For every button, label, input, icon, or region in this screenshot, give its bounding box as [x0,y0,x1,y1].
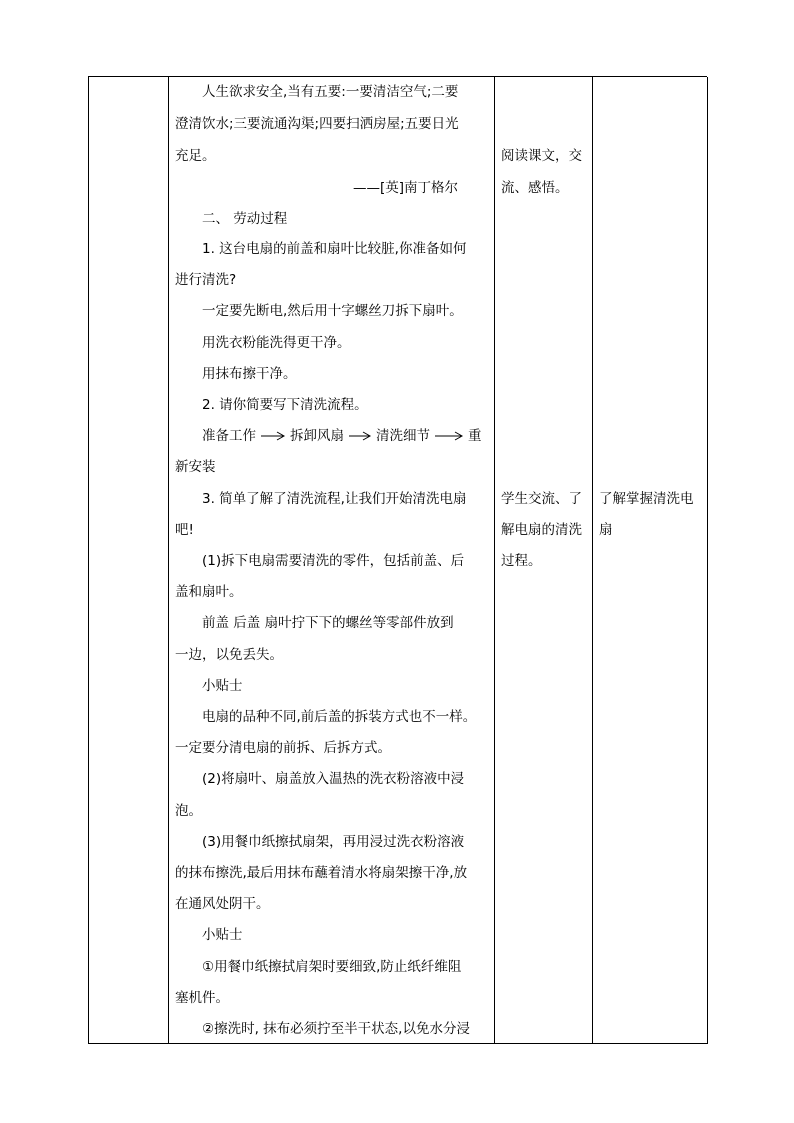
quote-line-3: 充足。 [175,148,216,164]
teaching-content-column [169,77,495,1044]
student-activity-b-line-3: 过程。 [501,553,542,569]
purpose-line-2: 扇 [599,522,613,538]
student-activity-b-line-2: 解电扇的清洗 [501,522,582,538]
step-1-line-1: (1)拆下电扇需要清洗的零件，包括前盖、后 [202,553,465,569]
question-2: 2. 请你简要写下清洗流程。 [202,397,368,413]
student-activity-a-line-1: 阅读课文，交 [501,148,582,164]
flow-step-2: 拆卸风扇 [290,428,344,444]
flow-step-4-part-1: 重 [468,428,482,444]
flow-step-1: 准备工作 [202,428,256,444]
purpose-line-1: 了解掌握清洗电 [599,491,694,507]
tip-2-line-1: ①用餐巾纸擦拭肩架时要细致,防止纸纤维阻 [202,959,462,975]
section-heading: 二、 劳动过程 [202,211,288,227]
student-activity-a-line-2: 流、感悟。 [501,180,569,196]
tip-1-line-1: 电扇的品种不同,前后盖的拆装方式也不一样。 [202,709,477,725]
step-2-line-2: 泡。 [175,803,202,819]
quote-line-2: 澄清饮水;三要流通沟渠;四要扫洒房屋;五要日光 [175,116,459,132]
step-3-line-3: 在通风处阴干。 [175,896,270,912]
step-3-line-2: 的抹布擦洗,最后用抹布蘸着清水将扇架擦干净,放 [175,865,468,881]
tip-title-2: 小贴士 [202,927,243,943]
question-3-line-2: 吧! [175,522,194,538]
student-activity-b-line-1: 学生交流、了 [501,491,582,507]
tip-title-1: 小贴士 [202,678,243,694]
question-1-line-1: 1. 这台电扇的前盖和扇叶比较脏,你准备如何 [202,241,467,257]
question-1-line-2: 进行清洗? [175,272,237,288]
quote-attribution: ——[英]南丁格尔 [352,180,458,196]
tip-1-line-2: 一定要分清电扇的前拆、后拆方式。 [175,740,391,756]
stage-column [89,77,169,1044]
answer-1: 一定要先断电,然后用十字螺丝刀拆下扇叶。 [202,303,463,319]
arrow-right-icon [260,431,286,441]
design-purpose-column [593,77,708,1044]
flow-step-3: 清洗细节 [376,428,430,444]
step-1-note-line-2: 一边，以免丢失。 [175,647,283,663]
step-1-note-line-1: 前盖 后盖 扇叶拧下下的螺丝等零部件放到 [202,615,454,631]
step-1-line-2: 盖和扇叶。 [175,584,243,600]
tip-2-line-3: ②擦洗时, 抹布必须拧至半干状态,以免水分浸 [202,1021,470,1037]
cleaning-flow [169,428,494,444]
tip-2-line-2: 塞机件。 [175,990,229,1006]
flow-step-4-part-2: 新安装 [175,459,216,475]
question-3-line-1: 3. 简单了解了清洗流程,让我们开始清洗电扇 [202,491,467,507]
answer-3: 用抹布擦干净。 [202,366,297,382]
arrow-right-icon [348,431,372,441]
arrow-right-icon [434,431,464,441]
student-activity-column [495,77,593,1044]
lesson-table [88,76,707,1044]
quote-line-1: 人生欲求安全,当有五要:一要清洁空气;二要 [202,84,459,100]
step-3-line-1: (3)用餐巾纸擦拭扇架，再用浸过洗衣粉溶液 [202,834,465,850]
step-2-line-1: (2)将扇叶、扇盖放入温热的洗衣粉溶液中浸 [202,771,465,787]
answer-2: 用洗衣粉能洗得更干净。 [202,335,351,351]
